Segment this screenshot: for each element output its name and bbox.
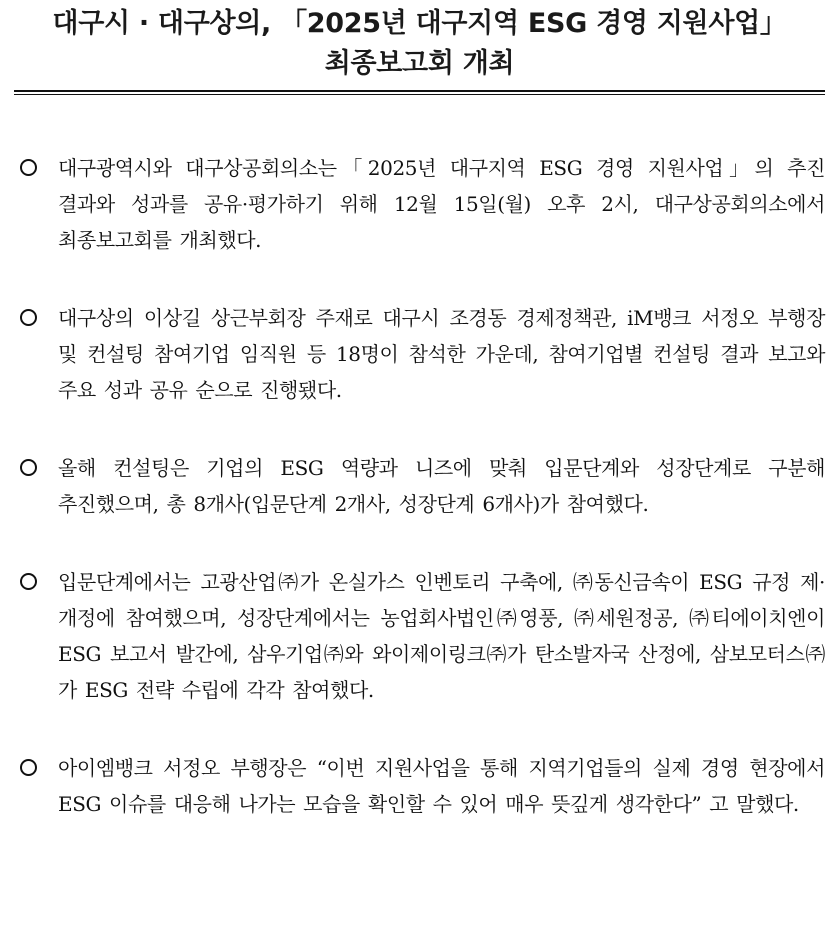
bullet-circle-icon xyxy=(14,300,58,408)
paragraph-3 xyxy=(14,450,825,522)
bullet-circle-icon xyxy=(14,750,58,822)
title-line-1: 대구시 · 대구상의, 「2025년 대구지역 ESG 경영 지원사업」 xyxy=(52,8,787,39)
document-body xyxy=(14,150,825,822)
document-title xyxy=(0,4,839,84)
bullet-circle-icon xyxy=(14,450,58,522)
paragraph-2 xyxy=(14,300,825,408)
paragraph-text: 대구광역시와 대구상공회의소는「2025년 대구지역 ESG 경영 지원사업」의 추진 결과와 성과를 공유·평가하기 위해 12월 15일(월) 오후 2시, 대구상공회의소에서 최종보고회를 개최했다. xyxy=(58,156,825,252)
paragraph-1 xyxy=(14,150,825,258)
paragraph-text: 대구상의 이상길 상근부회장 주재로 대구시 조경동 경제정책관, iM뱅크 서정오 부행장 및 컨설팅 참여기업 임직원 등 18명이 참석한 가운데, 참여기업별 컨설팅 결과 보고와 주요 성과 공유 순으로 진행됐다. xyxy=(58,306,825,402)
paragraph-text: 입문단계에서는 고광산업㈜가 온실가스 인벤토리 구축에, ㈜동신금속이 ESG 규정 제·개정에 참여했으며, 성장단계에서는 농업회사법인㈜영풍, ㈜세원정공, ㈜티에이치엔이 ESG 보고서 발간에, 삼우기업㈜와 와이제이링크㈜가 탄소발자국 산정에, 삼보모터스㈜가 ESG 전략 수립에 각각 참여했다. xyxy=(58,570,825,702)
title-line-2: 최종보고회 개최 xyxy=(324,48,515,79)
bullet-circle-icon xyxy=(14,150,58,258)
bullet-circle-icon xyxy=(14,564,58,708)
paragraph-5 xyxy=(14,750,825,822)
title-divider xyxy=(14,90,825,95)
paragraph-4 xyxy=(14,564,825,708)
paragraph-text: 올해 컨설팅은 기업의 ESG 역량과 니즈에 맞춰 입문단계와 성장단계로 구분해 추진했으며, 총 8개사(입문단계 2개사, 성장단계 6개사)가 참여했다. xyxy=(58,456,825,516)
paragraph-text: 아이엠뱅크 서정오 부행장은 “이번 지원사업을 통해 지역기업들의 실제 경영 현장에서 ESG 이슈를 대응해 나가는 모습을 확인할 수 있어 매우 뜻깊게 생각한다” 고 말했다. xyxy=(58,756,825,816)
